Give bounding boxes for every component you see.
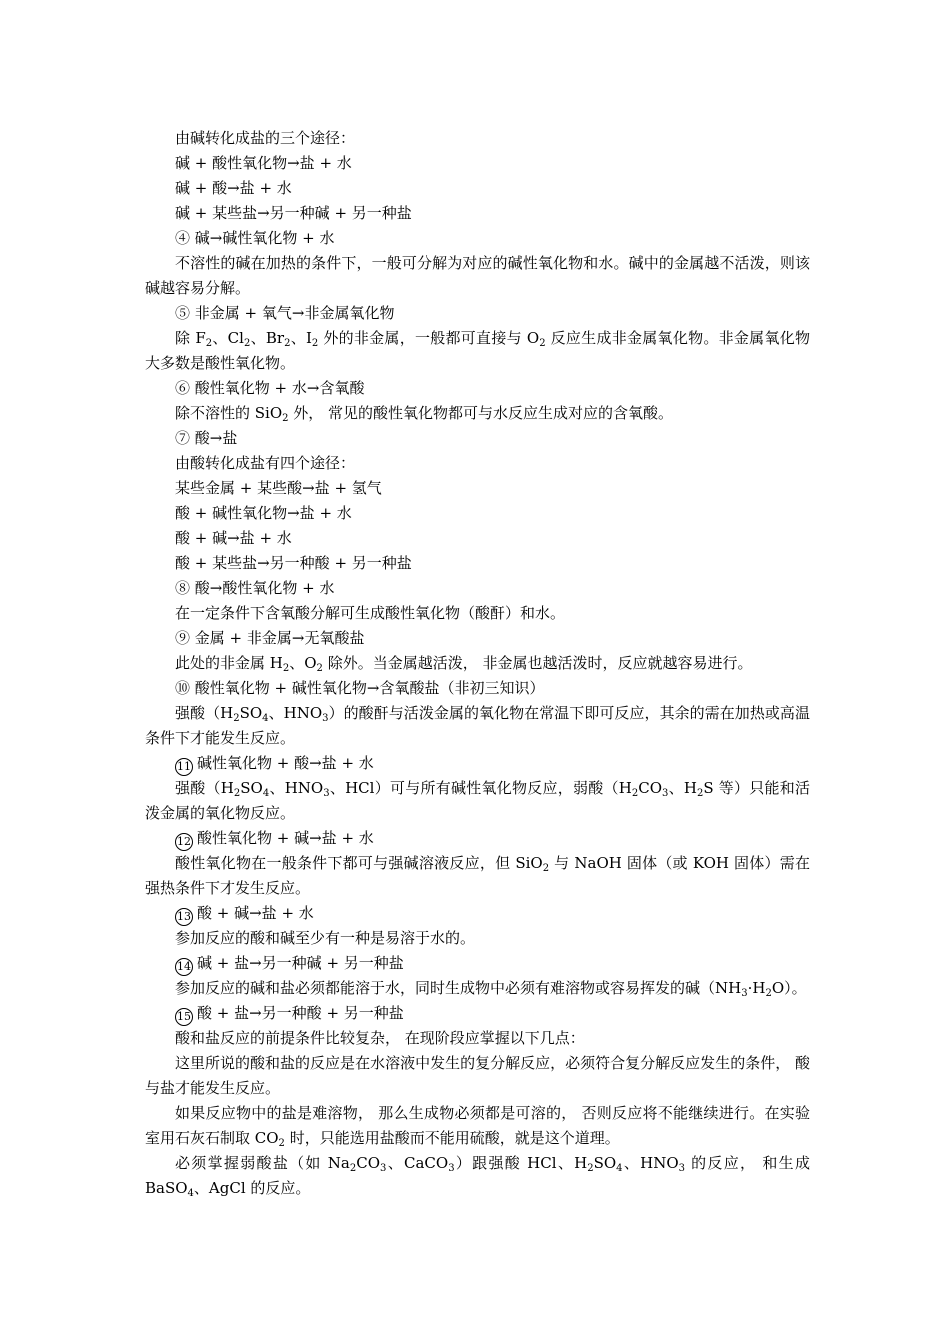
text-segment: 必须掌握弱酸盐（如 Na (175, 1154, 350, 1172)
subscript: 4 (616, 1163, 623, 1174)
text-segment: 、Cl (212, 329, 244, 347)
subscript: 2 (233, 713, 240, 724)
paragraph-p12: 由酸转化成盐有四个途径： (175, 454, 356, 472)
paragraph-p26 (145, 851, 810, 901)
subscript: 2 (243, 338, 251, 349)
paragraph-p35 (145, 1151, 810, 1201)
subscript: 3 (380, 1163, 387, 1174)
text-segment: 、HCl）可与所有碱性氧化物反应，弱酸（H (329, 779, 632, 797)
text-segment: S 等）只能和活泼金属的氧化物反应。 (145, 779, 810, 822)
paragraph-p19: ⑨ 金属 + 非金属→无氧酸盐 (175, 629, 365, 647)
text-segment: SO (593, 1154, 617, 1172)
subscript: 2 (631, 788, 639, 799)
subscript: 3 (323, 788, 330, 799)
text-segment: ）跟强酸 HCl、H (454, 1154, 588, 1172)
paragraph-p9: ⑥ 酸性氧化物 + 水→含氧酸 (175, 379, 365, 397)
circled-number: 12 (175, 833, 193, 851)
subscript: 2 (205, 338, 213, 349)
paragraph-p17: ⑧ 酸→酸性氧化物 + 水 (175, 579, 335, 597)
subscript: 3 (448, 1163, 455, 1174)
subscript: 2 (284, 338, 291, 349)
text-segment: 、O (289, 654, 317, 672)
subscript: 2 (542, 863, 550, 874)
subscript: 2 (282, 663, 290, 674)
subscript: 2 (349, 1163, 357, 1174)
text-segment: 除外。当金属越活泼， 非金属也越活泼时，反应就越容易进行。 (322, 654, 753, 672)
text-segment: 、CaCO (386, 1154, 449, 1172)
paragraph-p4: 碱 + 某些盐→另一种碱 + 另一种盐 (175, 204, 412, 222)
subscript: 3 (741, 988, 748, 999)
paragraph-p13: 某些金属 + 某些酸→盐 + 氢气 (175, 479, 382, 497)
text-segment: 的反应， 和生成 BaSO (145, 1154, 810, 1197)
paragraph-p21: ⑩ 酸性氧化物 + 碱性氧化物→含氧酸盐（非初三知识） (175, 679, 545, 697)
circled-number: 13 (175, 908, 193, 926)
subscript: 2 (539, 338, 546, 349)
subscript: 2 (311, 338, 319, 349)
paragraph-p27 (145, 901, 810, 926)
text-segment: 除 F (175, 329, 206, 347)
subscript: 2 (587, 1163, 594, 1174)
circled-number: 15 (175, 1008, 193, 1026)
paragraph-p33: 这里所说的酸和盐的反应是在水溶液中发生的复分解反应，必须符合复分解反应发生的条件， 酸与盐才能发生反应。 (145, 1054, 810, 1097)
paragraph-p24 (145, 776, 810, 826)
text-segment: 强酸（H (175, 704, 234, 722)
text-segment: 参加反应的碱和盐必须都能溶于水，同时生成物中必须有难溶物或容易挥发的碱（NH (175, 979, 742, 997)
paragraph-text: 碱性氧化物 + 酸→盐 + 水 (197, 754, 374, 772)
subscript: 2 (282, 413, 289, 424)
text-segment: 、I (290, 329, 312, 347)
paragraph-p34 (145, 1101, 810, 1151)
paragraph-p23 (145, 751, 810, 776)
paragraph-text: 酸性氧化物 + 碱→盐 + 水 (197, 829, 374, 847)
subscript: 3 (662, 788, 669, 799)
text-segment: O）。 (771, 979, 807, 997)
text-segment: ·H (747, 979, 766, 997)
text-segment: 、Br (250, 329, 285, 347)
text-segment: 时，只能选用盐酸而不能用硫酸，就是这个道理。 (284, 1129, 620, 1147)
subscript: 2 (233, 788, 241, 799)
text-segment: 、HNO (622, 1154, 679, 1172)
paragraph-text: 碱 + 盐→另一种碱 + 另一种盐 (197, 954, 404, 972)
text-segment: 如果反应物中的盐是难溶物， 那么生成物必须都是可溶的， 否则反应将不能继续进行。在实验室用石灰石制取 CO (145, 1104, 810, 1147)
text-segment: CO (356, 1154, 381, 1172)
document-body (145, 126, 810, 1201)
subscript: 3 (322, 713, 329, 724)
text-segment: 此处的非金属 H (175, 654, 283, 672)
text-segment: 酸性氧化物在一般条件下都可与强碱溶液反应，但 SiO (175, 854, 543, 872)
subscript: 2 (697, 788, 704, 799)
paragraph-p25 (145, 826, 810, 851)
subscript: 2 (316, 663, 323, 674)
paragraph-p28: 参加反应的酸和碱至少有一种是易溶于水的。 (175, 929, 476, 947)
circled-number: 11 (175, 758, 193, 776)
text-segment: 、AgCl 的反应。 (193, 1179, 311, 1197)
circled-number: 14 (175, 958, 193, 976)
text-segment: 强酸（H (175, 779, 234, 797)
paragraph-p3: 碱 + 酸→盐 + 水 (175, 179, 292, 197)
paragraph-p32: 酸和盐反应的前提条件比较复杂， 在现阶段应掌握以下几点： (175, 1029, 585, 1047)
text-segment: 外的非金属，一般都可直接与 O (318, 329, 540, 347)
text-segment: 除不溶性的 SiO (175, 404, 283, 422)
paragraph-p8 (145, 326, 810, 376)
paragraph-p2: 碱 + 酸性氧化物→盐 + 水 (175, 154, 352, 172)
paragraph-p31 (145, 1001, 810, 1026)
paragraph-p18: 在一定条件下含氧酸分解可生成酸性氧化物（酸酐）和水。 (175, 604, 566, 622)
text-segment: 外， 常见的酸性氧化物都可与水反应生成对应的含氧酸。 (288, 404, 674, 422)
text-segment: 反应生成非金属氧化物。非金属氧化物大多数是酸性氧化物。 (145, 329, 810, 372)
subscript: 2 (278, 1138, 285, 1149)
paragraph-p11: ⑦ 酸→盐 (175, 429, 238, 447)
subscript: 4 (187, 1188, 194, 1199)
text-segment: 、HNO (269, 779, 324, 797)
paragraph-p16: 酸 + 某些盐→另一种酸 + 另一种盐 (175, 554, 412, 572)
paragraph-p5: ④ 碱→碱性氧化物 + 水 (175, 229, 335, 247)
paragraph-p7: ⑤ 非金属 + 氧气→非金属氧化物 (175, 304, 395, 322)
text-segment: ）的酸酐与活泼金属的氧化物在常温下即可反应，其余的需在加热或高温条件下才能发生反应。 (145, 704, 810, 747)
subscript: 2 (765, 988, 772, 999)
subscript: 4 (262, 788, 270, 799)
paragraph-p29 (145, 951, 810, 976)
subscript: 4 (262, 713, 269, 724)
text-segment: 、H (668, 779, 698, 797)
paragraph-p10 (145, 401, 810, 426)
paragraph-text: 酸 + 盐→另一种酸 + 另一种盐 (197, 1004, 404, 1022)
text-segment: SO (239, 704, 263, 722)
text-segment: CO (638, 779, 663, 797)
paragraph-p1: 由碱转化成盐的三个途径： (175, 129, 356, 147)
paragraph-p6: 不溶性的碱在加热的条件下，一般可分解为对应的碱性氧化物和水。碱中的金属越不活泼，则该碱越容易分解。 (145, 254, 810, 297)
paragraph-p22 (145, 701, 810, 751)
paragraph-p14: 酸 + 碱性氧化物→盐 + 水 (175, 504, 352, 522)
paragraph-text: 酸 + 碱→盐 + 水 (197, 904, 314, 922)
text-segment: 与 NaOH 固体（或 KOH 固体）需在强热条件下才发生反应。 (145, 854, 810, 897)
paragraph-p20 (145, 651, 810, 676)
paragraph-p30 (145, 976, 810, 1001)
text-segment: 、HNO (268, 704, 323, 722)
paragraph-p15: 酸 + 碱→盐 + 水 (175, 529, 292, 547)
text-segment: SO (240, 779, 263, 797)
subscript: 3 (678, 1163, 686, 1174)
